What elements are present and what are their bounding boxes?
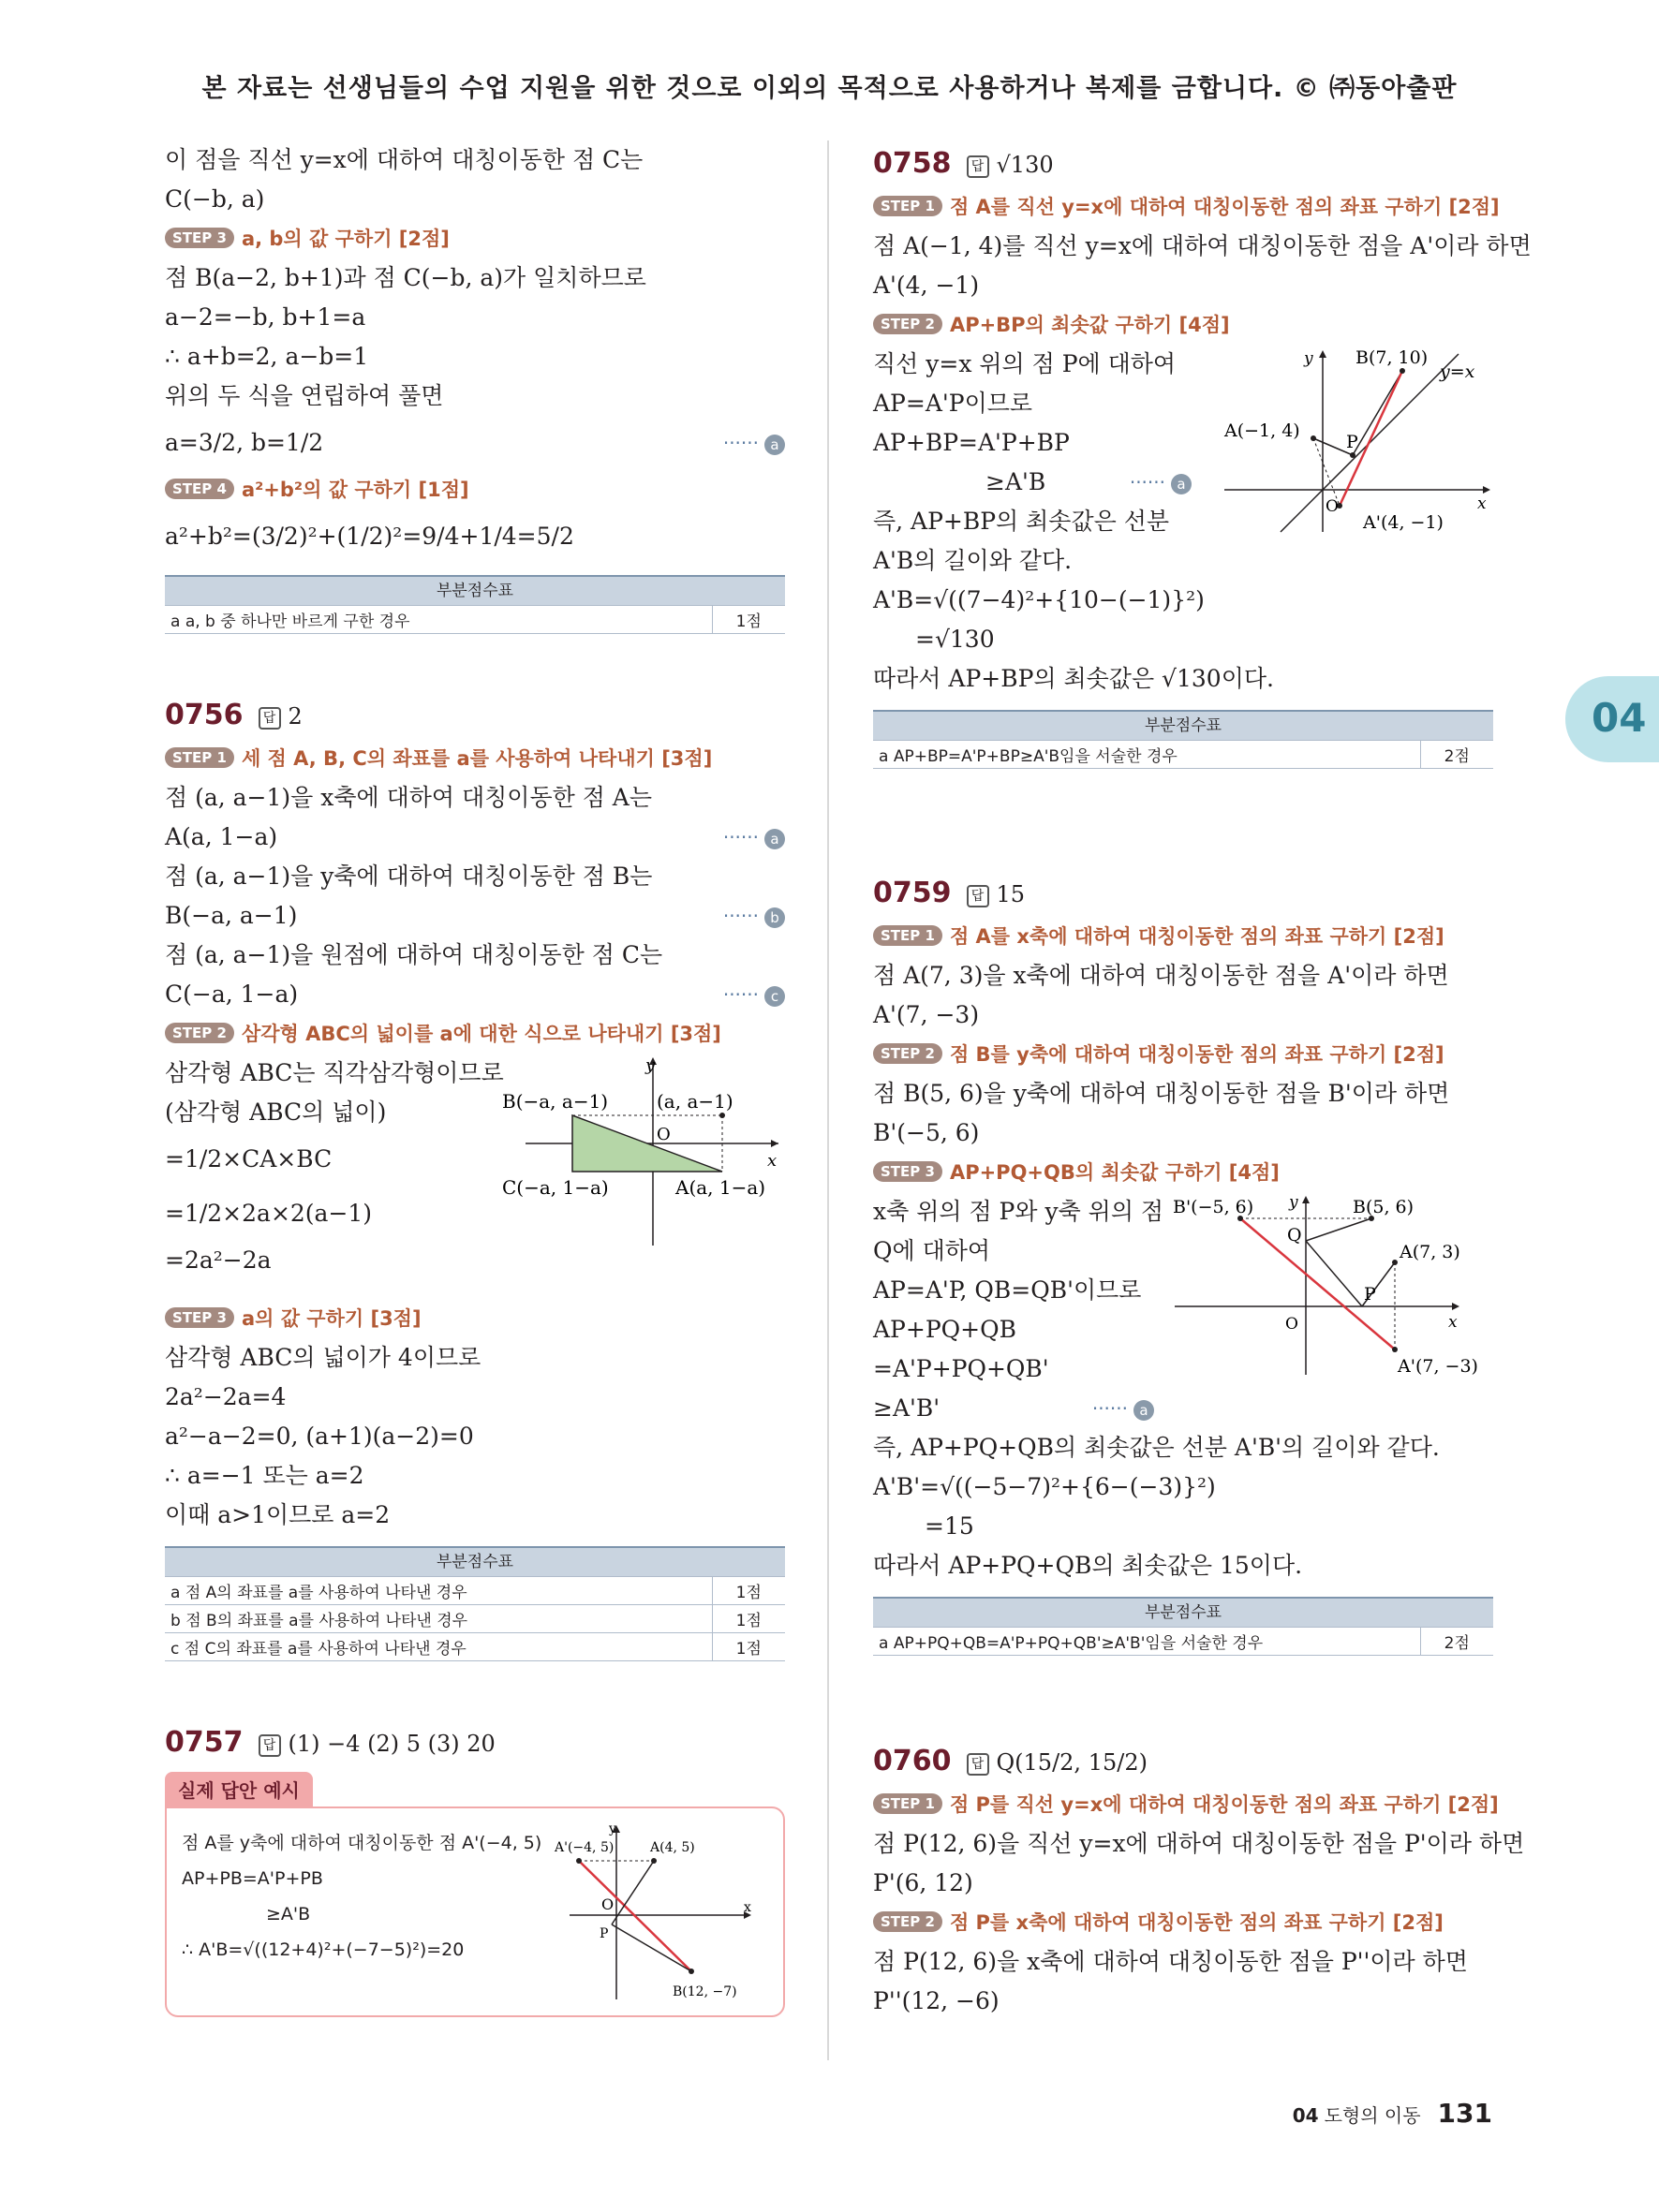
point (719, 1113, 725, 1118)
triangle-graph (502, 1054, 785, 1250)
partial-score-table (873, 710, 1493, 769)
row-mark: b (170, 1612, 181, 1630)
text-line (873, 463, 1192, 502)
text-line: a−2=−b, b+1=a (165, 303, 366, 331)
step-title: a, b의 값 구하기 [2점] (241, 228, 450, 250)
point-label: B(5, 6) (1353, 1197, 1415, 1217)
step-heading (873, 305, 1493, 345)
table-header: 부분점수표 (165, 1547, 785, 1577)
example-tag: 실제 답안 예시 (165, 1772, 313, 1806)
equation: A'B=√((7−4)²+{10−(−1)}²) (873, 586, 1205, 613)
step-pill: STEP 2 (873, 1911, 942, 1932)
equation: 2a²−2a=4 (165, 1383, 287, 1410)
text-line: 위의 두 식을 연립하여 풀면 (165, 382, 444, 409)
text-line (165, 818, 785, 857)
step-pill: STEP 3 (165, 228, 234, 248)
question-header (165, 1719, 785, 1766)
right-column (873, 140, 1532, 2021)
point-label: P (600, 1926, 609, 1941)
score-mark: ······ a (1130, 463, 1192, 502)
text-line: 따라서 AP+PQ+QB의 최솟값은 15이다. (873, 1552, 1303, 1579)
question-header (873, 140, 1493, 187)
handwritten-graph (555, 1821, 776, 2009)
score-mark: ······ b (723, 896, 785, 936)
step-heading (165, 1014, 785, 1054)
text-line: ∴ a+b=2, a−b=1 (165, 343, 369, 370)
axis-label: x (1448, 1313, 1458, 1332)
solution-with-graph (165, 1054, 785, 1299)
step-pill: STEP 4 (165, 479, 234, 499)
reflection-graph (1175, 1192, 1493, 1379)
text-line: P''(12, −6) (873, 1987, 1000, 2014)
step-pill: STEP 2 (873, 1043, 942, 1064)
point-label: A'(7, −3) (1398, 1356, 1478, 1377)
question-answer: 15 (996, 881, 1026, 907)
answer-icon: 답 (259, 1734, 281, 1757)
row-points: 2점 (1420, 1628, 1493, 1656)
row-points: 2점 (1420, 741, 1493, 769)
row-points: 1점 (712, 1605, 785, 1633)
equation: ≥A'B (985, 468, 1046, 495)
text-line: 삼각형 ABC는 직각삼각형이므로 (165, 1059, 504, 1086)
question-number: 0760 (873, 1745, 952, 1777)
point-label: A(7, 3) (1400, 1242, 1460, 1262)
example-answer (165, 1772, 785, 2017)
text-line: x축 위의 점 P와 y축 위의 점 (873, 1198, 1164, 1225)
text-line: A'B의 길이와 같다. (873, 547, 1073, 574)
step-heading (873, 1903, 1493, 1942)
mark-letter: c (764, 986, 785, 1007)
question-header (165, 692, 785, 739)
text-line (873, 1389, 1154, 1428)
axis-label: x (767, 1151, 778, 1171)
text-line (165, 416, 785, 470)
partial-score-table (165, 1546, 785, 1661)
text-line: 즉, AP+PQ+QB의 최솟값은 선분 A'B'의 길이와 같다. (873, 1434, 1440, 1461)
equation: a=3/2, b=1/2 (165, 429, 324, 456)
shortest-path (579, 1861, 691, 1971)
question-header (873, 1738, 1493, 1785)
point-label: A(4, 5) (650, 1840, 695, 1855)
score-mark: ······ a (723, 416, 785, 470)
text-line: 점 (a, a−1)을 y축에 대하여 대칭이동한 점 B는 (165, 863, 653, 890)
score-mark: ······ c (723, 975, 785, 1014)
equation: B(−a, a−1) (165, 902, 298, 929)
chapter-tab (1565, 676, 1659, 762)
answer-icon: 답 (259, 707, 281, 730)
page-number: 131 (1437, 2098, 1492, 2129)
reflection-graph (1224, 345, 1493, 541)
question-answer: √130 (996, 152, 1054, 178)
text-line: 따라서 AP+BP의 최솟값은 √130이다. (873, 665, 1274, 692)
example-box (165, 1806, 785, 2017)
table-row (165, 1577, 785, 1605)
equation: a²+b²=(3/2)²+(1/2)²=9/4+1/4=5/2 (165, 523, 574, 550)
handwritten-line: AP+PB=A'P+PB (182, 1868, 323, 1889)
equation: =15 (925, 1512, 974, 1540)
origin-label: O (601, 1895, 615, 1913)
text-line: 점 A(7, 3)을 x축에 대하여 대칭이동한 점을 A'이라 하면 (873, 962, 1449, 989)
row-text: AP+PQ+QB=A'P+PQ+QB'≥A'B'임을 서술한 경우 (893, 1634, 1264, 1653)
step-pill: STEP 3 (873, 1161, 942, 1182)
row-points: 1점 (712, 1633, 785, 1661)
equation: ∴ a=−1 또는 a=2 (165, 1462, 364, 1489)
equation: =1/2×2a×2(a−1) (165, 1200, 373, 1227)
point-label: B'(−5, 6) (1173, 1197, 1254, 1217)
partial-score-table (873, 1597, 1493, 1656)
text-line: 이때 a>1이므로 a=2 (165, 1501, 391, 1528)
table-row (165, 606, 785, 634)
question-number: 0759 (873, 877, 952, 909)
answer-icon: 답 (967, 1753, 989, 1776)
step-title: a의 값 구하기 [3점] (241, 1307, 422, 1330)
step-title: 점 A를 직선 y=x에 대하여 대칭이동한 점의 좌표 구하기 [2점] (949, 196, 1500, 218)
step-heading (165, 470, 785, 509)
step-pill: STEP 1 (873, 196, 942, 216)
text-line: A'(4, −1) (873, 272, 980, 299)
table-header: 부분점수표 (873, 711, 1493, 741)
score-mark: ······ a (1092, 1389, 1154, 1428)
axis-label: y (645, 1055, 656, 1075)
line-label: y=x (1440, 361, 1475, 382)
handwritten-line: ∴ A'B=√((12+4)²+(−7−5)²)=20 (182, 1939, 465, 1960)
equation: a²−a−2=0, (a+1)(a−2)=0 (165, 1423, 474, 1450)
equation: =1/2×CA×BC (165, 1145, 333, 1172)
table-cell (165, 1577, 712, 1605)
point-label: A(a, 1−a) (675, 1176, 766, 1199)
mark-letter: a (1133, 1400, 1154, 1421)
equation: =A'P+PQ+QB' (873, 1355, 1049, 1382)
handwritten-line: ≥A'B (266, 1904, 311, 1924)
table-cell (165, 1633, 712, 1661)
point-label: C(−a, 1−a) (502, 1176, 609, 1199)
left-column (165, 140, 785, 2017)
question-header (873, 870, 1493, 917)
step-pill: STEP 2 (165, 1023, 234, 1043)
point-label: P (1364, 1284, 1376, 1305)
table-cell (873, 1628, 1420, 1656)
equation: AP+PQ+QB (873, 1316, 1016, 1343)
text-line: A'(7, −3) (873, 1001, 980, 1028)
point-label: A'(4, −1) (1363, 512, 1444, 533)
solution-with-graph (873, 345, 1493, 659)
step-heading (873, 1035, 1493, 1074)
axis-label: x (744, 1900, 751, 1915)
footer-title: 도형의 이동 (1324, 2104, 1421, 2127)
row-text: 점 B의 좌표를 a를 사용하여 나타낸 경우 (185, 1612, 468, 1630)
mark-letter: b (764, 907, 785, 928)
text-line: C(−b, a) (165, 185, 265, 213)
table-row (165, 1605, 785, 1633)
answer-icon: 답 (967, 155, 989, 178)
step-pill: STEP 1 (873, 925, 942, 946)
copyright-notice: 본 자료는 선생님들의 수업 지원을 위한 것으로 이외의 목적으로 사용하거나 복제를 금합니다. © ㈜동아출판 (201, 74, 1458, 103)
equation: =2a²−2a (165, 1246, 272, 1274)
handwritten-line: 점 A를 y축에 대하여 대칭이동한 점 A'(−4, 5) (182, 1833, 542, 1853)
axis-label: y (1304, 349, 1313, 368)
row-mark: a (879, 747, 889, 766)
row-mark: a (170, 1584, 181, 1602)
partial-score-table (165, 575, 785, 634)
question-number: 0756 (165, 699, 244, 731)
step-heading (165, 219, 785, 258)
equation: AP+BP=A'P+BP (873, 429, 1070, 456)
question-answer: (1) −4 (2) 5 (3) 20 (288, 1731, 496, 1757)
step-heading (165, 1299, 785, 1338)
text-line (165, 975, 785, 1014)
equation: A'B'=√((−5−7)²+{6−(−3)}²) (873, 1473, 1216, 1500)
text-line: 즉, AP+BP의 최솟값은 선분 (873, 508, 1170, 535)
table-header: 부분점수표 (873, 1598, 1493, 1628)
text-line: 점 B(a−2, b+1)과 점 C(−b, a)가 일치하므로 (165, 264, 646, 291)
table-row (873, 741, 1493, 769)
step-heading (873, 917, 1493, 956)
step-pill: STEP 1 (873, 1793, 942, 1814)
step-title: AP+BP의 최솟값 구하기 [4점] (949, 314, 1230, 336)
point-label: B(7, 10) (1355, 347, 1429, 368)
footer-chapter: 04 (1292, 2104, 1319, 2127)
point-label: (a, a−1) (657, 1090, 733, 1113)
question-number: 0757 (165, 1726, 244, 1759)
solution-with-graph (873, 1192, 1493, 1428)
axis-label: y (1289, 1193, 1298, 1212)
table-cell (165, 606, 712, 634)
point-label: Q (1287, 1225, 1302, 1246)
column-divider (827, 140, 829, 2060)
text-line: P'(6, 12) (873, 1869, 973, 1896)
text-line: 점 A(−1, 4)를 직선 y=x에 대하여 대칭이동한 점을 A'이라 하면 (873, 232, 1532, 259)
equation: AP=A'P, QB=QB'이므로 (873, 1276, 1142, 1304)
table-cell (165, 1605, 712, 1633)
row-text: 점 A의 좌표를 a를 사용하여 나타낸 경우 (185, 1584, 467, 1602)
step-title: 세 점 A, B, C의 좌표를 a를 사용하여 나타내기 [3점] (241, 747, 713, 770)
text-line: 이 점을 직선 y=x에 대하여 대칭이동한 점 C는 (165, 146, 644, 173)
equation: A(a, 1−a) (165, 823, 278, 850)
step-title: 점 B를 y축에 대하여 대칭이동한 점의 좌표 구하기 [2점] (949, 1043, 1444, 1066)
axis-label: x (1477, 494, 1487, 513)
text-line: Q에 대하여 (873, 1237, 991, 1264)
point-label: A'(−4, 5) (555, 1840, 615, 1855)
table-row (873, 1628, 1493, 1656)
text-line: 점 (a, a−1)을 x축에 대하여 대칭이동한 점 A는 (165, 784, 652, 811)
equation: ≥A'B' (873, 1394, 941, 1422)
text-line: 점 B(5, 6)을 y축에 대하여 대칭이동한 점을 B'이라 하면 (873, 1080, 1450, 1107)
row-mark: c (170, 1640, 180, 1659)
question-answer: Q(15/2, 15/2) (996, 1749, 1148, 1776)
point-label: B(−a, a−1) (502, 1090, 609, 1113)
row-text: a, b 중 하나만 바르게 구한 경우 (185, 612, 410, 631)
step-pill: STEP 1 (165, 747, 234, 768)
step-pill: STEP 2 (873, 314, 942, 334)
point-label: P (1346, 432, 1358, 452)
origin-label: O (657, 1125, 671, 1144)
answer-icon: 답 (967, 885, 989, 907)
mark-letter: a (764, 829, 785, 849)
mark-letter: a (1171, 474, 1192, 494)
row-mark: a (170, 612, 181, 631)
point-label: B(12, −7) (673, 1984, 737, 1999)
chapter-tab-label: 04 (1592, 695, 1647, 741)
question-number: 0758 (873, 147, 952, 180)
table-row (165, 1633, 785, 1661)
text-line (165, 896, 785, 936)
step-title: 점 P를 직선 y=x에 대하여 대칭이동한 점의 좌표 구하기 [2점] (949, 1793, 1499, 1816)
mark-letter: a (764, 435, 785, 455)
text-line: 점 P(12, 6)을 x축에 대하여 대칭이동한 점을 P''이라 하면 (873, 1948, 1468, 1975)
step-pill: STEP 3 (165, 1307, 234, 1328)
table-header: 부분점수표 (165, 576, 785, 606)
table-cell (873, 741, 1420, 769)
step-heading (873, 187, 1500, 227)
row-mark: a (879, 1634, 889, 1653)
row-points: 1점 (712, 606, 785, 634)
equation: C(−a, 1−a) (165, 981, 299, 1008)
step-heading (873, 1785, 1499, 1824)
text-line: 직선 y=x 위의 점 P에 대하여 (873, 350, 1177, 377)
equation: =√130 (915, 626, 995, 653)
axis-label: y (609, 1821, 616, 1836)
text-line: 점 P(12, 6)을 직선 y=x에 대하여 대칭이동한 점을 P'이라 하면 (873, 1830, 1525, 1857)
text-line: (삼각형 ABC의 넓이) (165, 1099, 387, 1126)
text-line: 삼각형 ABC의 넓이가 4이므로 (165, 1344, 481, 1371)
origin-label: O (1285, 1315, 1298, 1334)
step-title: 점 A를 x축에 대하여 대칭이동한 점의 좌표 구하기 [2점] (949, 925, 1444, 948)
step-heading (165, 739, 785, 778)
step-title: a²+b²의 값 구하기 [1점] (241, 479, 469, 501)
text-line: B'(−5, 6) (873, 1119, 980, 1146)
row-text: 점 C의 좌표를 a를 사용하여 나타낸 경우 (184, 1640, 467, 1659)
step-title: 삼각형 ABC의 넓이를 a에 대한 식으로 나타내기 [3점] (241, 1023, 721, 1045)
question-answer: 2 (288, 703, 303, 730)
step-title: AP+PQ+QB의 최솟값 구하기 [4점] (949, 1161, 1280, 1184)
row-points: 1점 (712, 1577, 785, 1605)
text-line: 점 (a, a−1)을 원점에 대하여 대칭이동한 점 C는 (165, 941, 663, 968)
point-label: A(−1, 4) (1224, 420, 1300, 441)
page-footer (1293, 2098, 1492, 2129)
step-title: 점 P를 x축에 대하여 대칭이동한 점의 좌표 구하기 [2점] (949, 1911, 1444, 1934)
step-heading (873, 1153, 1493, 1192)
origin-label: O (1326, 497, 1339, 516)
row-text: AP+BP=A'P+BP≥A'B임을 서술한 경우 (893, 747, 1178, 766)
text-line: AP=A'P이므로 (873, 390, 1033, 417)
score-mark: ······ a (723, 818, 785, 857)
